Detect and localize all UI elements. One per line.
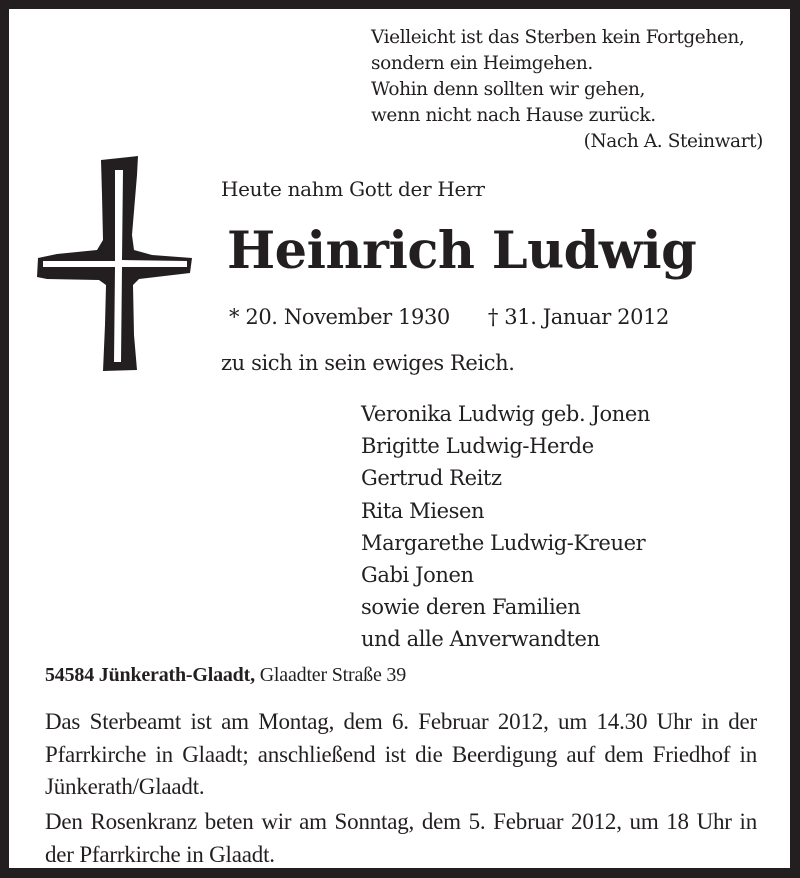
poem-quote: [371, 25, 763, 155]
birth-date: * 20. November 1930: [229, 305, 450, 329]
poem-attribution: (Nach A. Steinwart): [583, 131, 763, 152]
mourner: sowie deren Familien: [361, 595, 581, 620]
deceased-name: Heinrich Ludwig: [227, 221, 697, 281]
mourner: und alle Anverwandten: [361, 627, 600, 652]
obituary-card: [9, 9, 790, 868]
poem-line: sondern ein Heimgehen.: [371, 53, 593, 74]
mourner: Margarethe Ludwig-Kreuer: [361, 530, 646, 555]
address-city: 54584 Jünkerath-Glaadt,: [45, 664, 255, 686]
poem-line: Wohin denn sollten wir gehen,: [371, 79, 645, 100]
rosary-notice: Den Rosenkranz beten wir am Sonntag, dem 5. Februar 2012, um 18 Uhr in der Pfarrkirche in Glaadt.: [45, 809, 757, 867]
poem-line: Vielleicht ist das Sterben kein Fortgehen,: [371, 27, 745, 48]
address-street: Glaadter Straße 39: [259, 664, 407, 686]
death-date: † 31. Januar 2012: [487, 305, 670, 329]
mourner: Gertrud Reitz: [361, 466, 502, 491]
mourner: Gabi Jonen: [361, 563, 474, 588]
funeral-notice: Das Sterbeamt ist am Montag, dem 6. Februar 2012, um 14.30 Uhr in der Pfarrkirche in Glaadt; anschließend ist die Beerdigung auf dem Friedhof in Jünkerath/Glaadt.: [45, 709, 757, 799]
poem-line: wenn nicht nach Hause zurück.: [371, 105, 656, 126]
cross-icon: [27, 155, 202, 380]
mourners-list: [361, 398, 650, 656]
mourner: Veronika Ludwig geb. Jonen: [361, 402, 651, 426]
mourner: Brigitte Ludwig-Herde: [361, 434, 594, 459]
closing-text: zu sich in sein ewiges Reich.: [221, 351, 515, 375]
address: [45, 664, 406, 687]
mourner: Rita Miesen: [361, 498, 485, 523]
life-dates: [229, 305, 669, 329]
intro-text: Heute nahm Gott der Herr: [221, 177, 485, 201]
